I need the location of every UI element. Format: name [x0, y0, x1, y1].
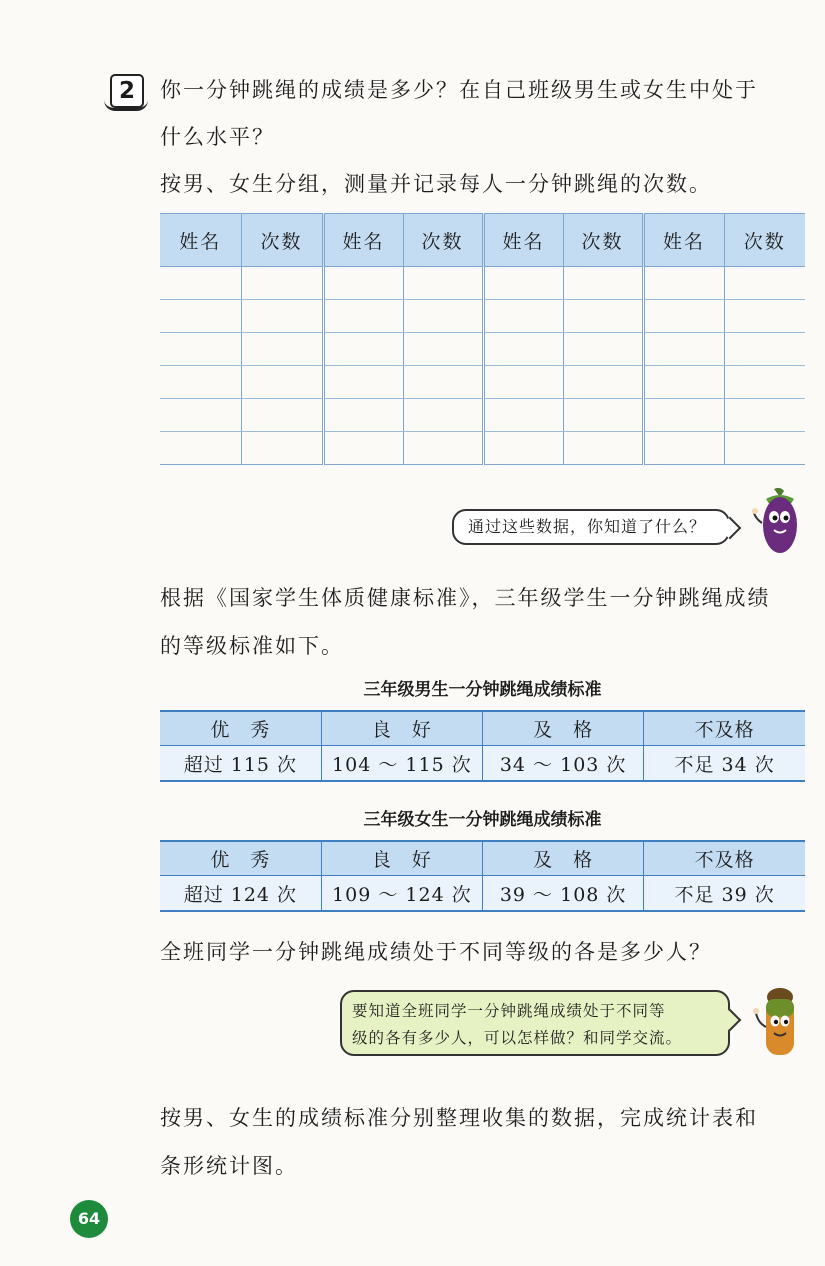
table-cell[interactable] [241, 366, 323, 399]
table-cell[interactable] [403, 399, 483, 432]
value-pass: 39 ～ 108 次 [483, 876, 644, 912]
girls-standard-table [160, 840, 805, 912]
table-row [160, 300, 805, 333]
table-cell[interactable] [323, 432, 403, 465]
table-cell[interactable] [724, 399, 805, 432]
grade-pass: 及 格 [483, 711, 644, 746]
table-cell[interactable] [563, 333, 643, 366]
section-number: 2 [110, 74, 144, 108]
table-cell[interactable] [724, 333, 805, 366]
question-line-2: 什么水平？ [160, 125, 275, 149]
value-excellent: 超过 115 次 [160, 746, 321, 782]
value-excellent: 超过 124 次 [160, 876, 321, 912]
grade-fail: 不及格 [644, 711, 805, 746]
table-cell[interactable] [643, 366, 724, 399]
header-count: 次数 [241, 214, 323, 267]
header-name: 姓名 [160, 214, 241, 267]
table-cell[interactable] [241, 267, 323, 300]
table-row [160, 399, 805, 432]
record-table-header-row [160, 214, 805, 267]
table-cell[interactable] [563, 432, 643, 465]
table-cell[interactable] [241, 300, 323, 333]
table-cell[interactable] [483, 399, 563, 432]
table-row [160, 333, 805, 366]
record-table [160, 213, 805, 465]
final-line-2: 条形统计图。 [160, 1154, 298, 1178]
table-cell[interactable] [160, 300, 241, 333]
speech-bubble-2 [340, 990, 730, 1056]
section-number-badge [104, 72, 148, 108]
table-cell[interactable] [724, 300, 805, 333]
table-cell[interactable] [323, 366, 403, 399]
table-header-row [160, 711, 805, 746]
grade-good: 良 好 [321, 841, 482, 876]
table-cell[interactable] [643, 399, 724, 432]
table-row [160, 267, 805, 300]
table-row [160, 746, 805, 782]
table-cell[interactable] [483, 432, 563, 465]
instruction-text: 按男、女生分组，测量并记录每人一分钟跳绳的次数。 [160, 172, 712, 196]
question-2-text: 全班同学一分钟跳绳成绩处于不同等级的各是多少人？ [160, 940, 712, 964]
header-name: 姓名 [643, 214, 724, 267]
speech-bubble-1 [452, 509, 730, 545]
value-good: 104 ～ 115 次 [321, 746, 482, 782]
book-icon [104, 100, 148, 111]
grade-pass: 及 格 [483, 841, 644, 876]
table-cell[interactable] [643, 267, 724, 300]
girls-table-caption: 三年级女生一分钟跳绳成绩标准 [363, 810, 602, 830]
table-cell[interactable] [403, 366, 483, 399]
table-cell[interactable] [160, 399, 241, 432]
standard-intro-line-1: 根据《国家学生体质健康标准》，三年级学生一分钟跳绳成绩 [160, 586, 771, 610]
value-pass: 34 ～ 103 次 [483, 746, 644, 782]
table-cell[interactable] [323, 399, 403, 432]
table-row [160, 876, 805, 912]
table-cell[interactable] [643, 432, 724, 465]
table-cell[interactable] [483, 366, 563, 399]
table-cell[interactable] [403, 267, 483, 300]
table-cell[interactable] [323, 300, 403, 333]
value-fail: 不足 39 次 [644, 876, 805, 912]
table-cell[interactable] [160, 366, 241, 399]
table-cell[interactable] [563, 366, 643, 399]
eggplant-character-icon [752, 485, 802, 557]
table-cell[interactable] [403, 333, 483, 366]
table-cell[interactable] [563, 300, 643, 333]
header-name: 姓名 [323, 214, 403, 267]
header-name: 姓名 [483, 214, 563, 267]
grade-excellent: 优 秀 [160, 711, 321, 746]
table-cell[interactable] [483, 300, 563, 333]
bubble-2-line-2: 级的各有多少人，可以怎样做？和同学交流。 [352, 1029, 683, 1047]
table-cell[interactable] [563, 399, 643, 432]
table-cell[interactable] [160, 333, 241, 366]
question-line-1: 你一分钟跳绳的成绩是多少？在自己班级男生或女生中处于 [160, 78, 758, 102]
table-cell[interactable] [724, 267, 805, 300]
final-line-1: 按男、女生的成绩标准分别整理收集的数据，完成统计表和 [160, 1106, 758, 1130]
value-good: 109 ～ 124 次 [321, 876, 482, 912]
table-cell[interactable] [323, 267, 403, 300]
table-cell[interactable] [724, 432, 805, 465]
table-cell[interactable] [160, 267, 241, 300]
table-cell[interactable] [483, 267, 563, 300]
vegetable-character-icon [752, 985, 804, 1065]
table-cell[interactable] [241, 432, 323, 465]
table-cell[interactable] [403, 432, 483, 465]
header-count: 次数 [563, 214, 643, 267]
table-header-row [160, 841, 805, 876]
table-cell[interactable] [643, 333, 724, 366]
table-cell[interactable] [724, 366, 805, 399]
header-count: 次数 [403, 214, 483, 267]
value-fail: 不足 34 次 [644, 746, 805, 782]
table-cell[interactable] [241, 333, 323, 366]
table-cell[interactable] [323, 333, 403, 366]
boys-table-caption: 三年级男生一分钟跳绳成绩标准 [363, 680, 602, 700]
table-row [160, 432, 805, 465]
table-cell[interactable] [403, 300, 483, 333]
table-cell[interactable] [160, 432, 241, 465]
grade-fail: 不及格 [644, 841, 805, 876]
grade-good: 良 好 [321, 711, 482, 746]
boys-standard-table [160, 710, 805, 782]
header-count: 次数 [724, 214, 805, 267]
table-row [160, 366, 805, 399]
page-number: 64 [70, 1200, 108, 1238]
standard-intro-line-2: 的等级标准如下。 [160, 634, 344, 658]
table-cell[interactable] [563, 267, 643, 300]
grade-excellent: 优 秀 [160, 841, 321, 876]
table-cell[interactable] [483, 333, 563, 366]
bubble-2-line-1: 要知道全班同学一分钟跳绳成绩处于不同等 [352, 1002, 666, 1020]
table-cell[interactable] [241, 399, 323, 432]
table-cell[interactable] [643, 300, 724, 333]
bubble-1-text: 通过这些数据，你知道了什么？ [468, 517, 707, 536]
